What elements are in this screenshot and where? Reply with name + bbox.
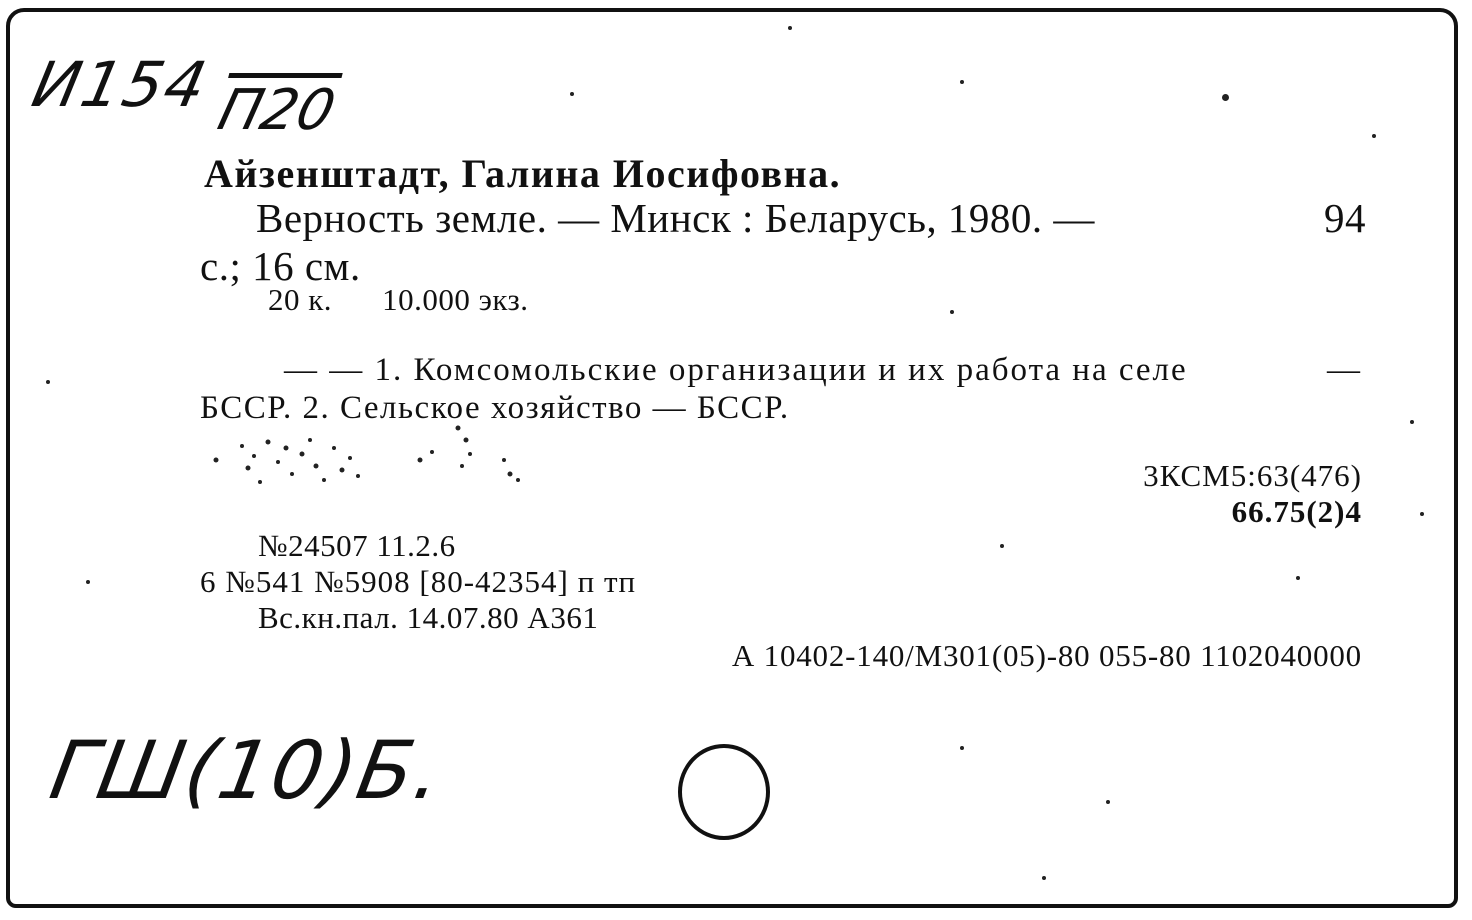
dust-speck	[86, 580, 90, 584]
dust-speck	[1000, 544, 1004, 548]
dust-speck	[1420, 512, 1424, 516]
dust-speck	[950, 310, 954, 314]
dust-speck	[570, 92, 574, 96]
handwritten-location: ГШ(10)Б.	[43, 724, 451, 817]
handwritten-shelfmark-2: П20	[211, 78, 342, 143]
book-chamber-info: Вс.кн.пал. 14.07.80 А361	[258, 600, 599, 635]
dust-speck	[960, 80, 964, 84]
dust-speck	[1106, 800, 1110, 804]
publisher-code: А 10402-140/М301(05)-80 055-80 1102040000	[731, 638, 1362, 673]
title-statement: Верность земле. — Минск : Беларусь, 1980. —	[256, 195, 1095, 241]
dust-speck	[960, 746, 964, 750]
bbk-classification: 66.75(2)4	[1231, 494, 1362, 529]
card-codes: 6 №541 №5908 [80-42354] п тп	[200, 564, 637, 599]
dust-speck	[46, 380, 50, 384]
dust-speck	[1222, 94, 1229, 101]
page-count: 94	[1324, 195, 1366, 241]
author-heading: Айзенштадт, Галина Иосифовна.	[204, 151, 842, 196]
dust-speck	[1410, 420, 1414, 424]
price-and-print-run	[268, 282, 529, 318]
dust-speck	[1296, 576, 1300, 580]
subject-headings-line-1-end: —	[1327, 352, 1362, 388]
udc-classification: 3КСМ5:63(476)	[1143, 458, 1362, 493]
faded-stamp-mark	[208, 418, 528, 498]
subject-headings-line-1: — — 1. Комсомольские организации и их работа на селе	[284, 352, 1188, 388]
dust-speck	[1042, 876, 1046, 880]
order-number: №24507 11.2.6	[258, 528, 456, 563]
handwritten-shelfmark: И154	[26, 48, 215, 121]
price: 20 к.	[268, 282, 333, 317]
physical-description: с.; 16 см.	[200, 243, 361, 289]
punch-hole-icon	[678, 744, 770, 840]
print-run: 10.000 экз.	[382, 282, 529, 317]
dust-speck	[788, 26, 792, 30]
dust-speck	[1372, 134, 1376, 138]
subject-headings-line-2: БССР. 2. Сельское хозяйство — БССР.	[200, 390, 790, 426]
